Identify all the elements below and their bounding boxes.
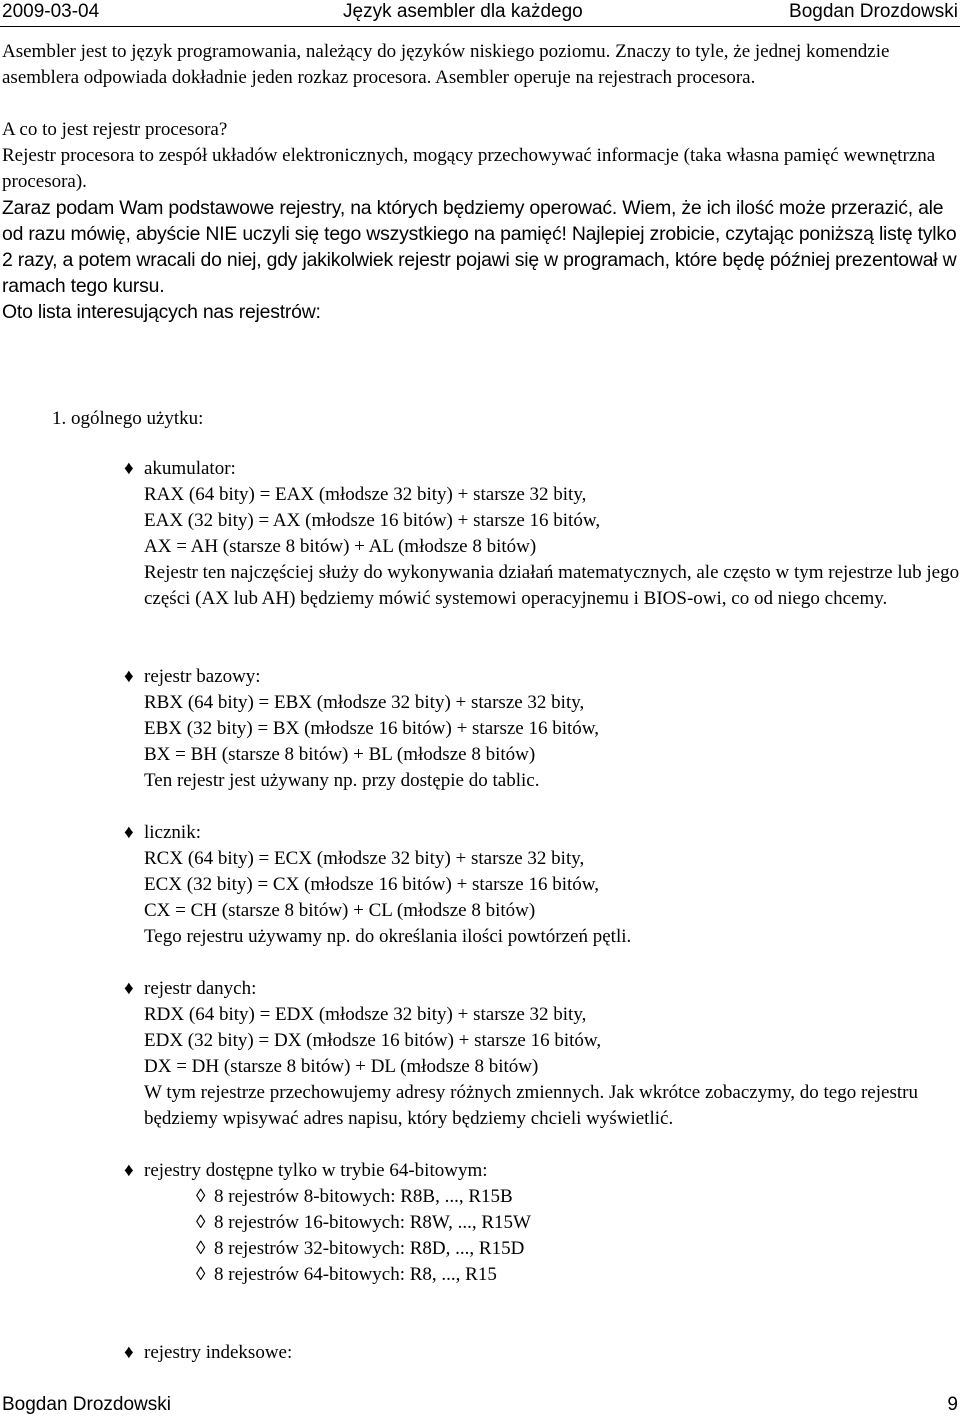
sub-item [144, 1184, 960, 1210]
intro-question: A co to jest rejestr procesora? [2, 119, 228, 140]
item-line: DX = DH (starsze 8 bitów) + DL (młodsze 8 bitów) [144, 1056, 539, 1077]
diamond-bullet-icon: ♦ [124, 978, 134, 999]
sub-item-text: 8 rejestrów 32-bitowych: R8D, ..., R15D [214, 1238, 525, 1259]
intro-paragraph-4: Oto lista interesujących nas rejestrów: [2, 301, 321, 323]
item-line: EBX (32 bity) = BX (młodsze 16 bitów) + starsze 16 bitów, [144, 718, 600, 739]
item-line: RAX (64 bity) = EAX (młodsze 32 bity) + starsze 32 bity, [144, 484, 587, 505]
item-line: RBX (64 bity) = EBX (młodsze 32 bity) + starsze 32 bity, [144, 692, 585, 713]
intro-paragraph-2: Rejestr procesora to zespół układów elektronicznych, mogący przechowywać informacje (taka własna pamięć wewnętrzna procesora). [2, 145, 936, 192]
intro-text [2, 39, 958, 325]
item-line: BX = BH (starsze 8 bitów) + BL (młodsze 8 bitów) [144, 744, 536, 765]
sub-item [144, 1210, 960, 1236]
hollow-diamond-bullet-icon: ◊ [196, 1212, 206, 1233]
item-description: Rejestr ten najczęściej służy do wykonywania działań matematycznych, ale często w tym rejestrze lub jego części (AX lub AH) będziemy mówić systemowi operacyjnemu i BIOS-owi, co od niego chcemy. [144, 562, 960, 609]
diamond-bullet-icon: ♦ [124, 1342, 134, 1363]
intro-paragraph-1: Asembler jest to język programowania, należący do języków niskiego poziomu. Znaczy to tyle, że jednej komendzie asemblera odpowiada dokładnie jeden rozkaz procesora. Asembler operuje na rejestrach procesora. [2, 41, 890, 88]
item-line: CX = CH (starsze 8 bitów) + CL (młodsze 8 bitów) [144, 900, 536, 921]
diamond-bullet-icon: ♦ [124, 822, 134, 843]
item-description: W tym rejestrze przechowujemy adresy różnych zmiennych. Jak wkrótce zobaczymy, do tego rejestru będziemy wpisywać adres napisu, który będziemy chcieli wyświetlić. [144, 1082, 918, 1129]
item-heading: rejestry indeksowe: [144, 1342, 293, 1363]
hollow-diamond-bullet-icon: ◊ [196, 1186, 206, 1207]
section-title: 1. ogólnego użytku: [52, 408, 204, 429]
item-line: EAX (32 bity) = AX (młodsze 16 bitów) + starsze 16 bitów, [144, 510, 601, 531]
sub-item-text: 8 rejestrów 64-bitowych: R8, ..., R15 [214, 1264, 497, 1285]
diamond-bullet-icon: ♦ [124, 666, 134, 687]
diamond-bullet-icon: ♦ [124, 1160, 134, 1181]
item-line: AX = AH (starsze 8 bitów) + AL (młodsze 8 bitów) [144, 536, 537, 557]
page-number: 9 [947, 1394, 958, 1415]
item-line: RCX (64 bity) = ECX (młodsze 32 bity) + starsze 32 bity, [144, 848, 585, 869]
sub-item [144, 1262, 960, 1288]
item-heading: akumulator: [144, 458, 236, 479]
header-title: Język asembler dla każdego [343, 1, 583, 22]
sub-item-text: 8 rejestrów 16-bitowych: R8W, ..., R15W [214, 1212, 531, 1233]
item-heading: licznik: [144, 822, 201, 843]
header-date: 2009-03-04 [2, 1, 100, 22]
item-heading: rejestry dostępne tylko w trybie 64-bitowym: [144, 1160, 488, 1181]
item-line: EDX (32 bity) = DX (młodsze 16 bitów) + starsze 16 bitów, [144, 1030, 602, 1051]
item-description: Ten rejestr jest używany np. przy dostępie do tablic. [144, 770, 540, 791]
sub-item [144, 1236, 960, 1262]
item-heading: rejestr bazowy: [144, 666, 261, 687]
hollow-diamond-bullet-icon: ◊ [196, 1264, 206, 1285]
page-header [0, 0, 960, 27]
intro-paragraph-3: Zaraz podam Wam podstawowe rejestry, na których będziemy operować. Wiem, że ich ilość może przerazić, ale od razu mówię, abyście NIE uczyli się tego wszystkiego na pamięć! Najlepiej zrobicie, czytając poniższą listę tylko 2 razy, a potem wracali do niej, gdy jakikolwiek rejestr pojawi się w programach, które będę później prezentował w ramach tego kursu. [2, 197, 957, 297]
item-heading: rejestr danych: [144, 978, 257, 999]
hollow-diamond-bullet-icon: ◊ [196, 1238, 206, 1259]
item-line: RDX (64 bity) = EDX (młodsze 32 bity) + starsze 32 bity, [144, 1004, 587, 1025]
page-footer [0, 1393, 960, 1417]
item-description: Tego rejestru używamy np. do określania ilości powtórzeń pętli. [144, 926, 632, 947]
diamond-bullet-icon: ♦ [124, 458, 134, 479]
header-author: Bogdan Drozdowski [789, 1, 958, 22]
sub-item-text: 8 rejestrów 8-bitowych: R8B, ..., R15B [214, 1186, 513, 1207]
item-line: ECX (32 bity) = CX (młodsze 16 bitów) + starsze 16 bitów, [144, 874, 600, 895]
footer-author: Bogdan Drozdowski [2, 1394, 171, 1415]
